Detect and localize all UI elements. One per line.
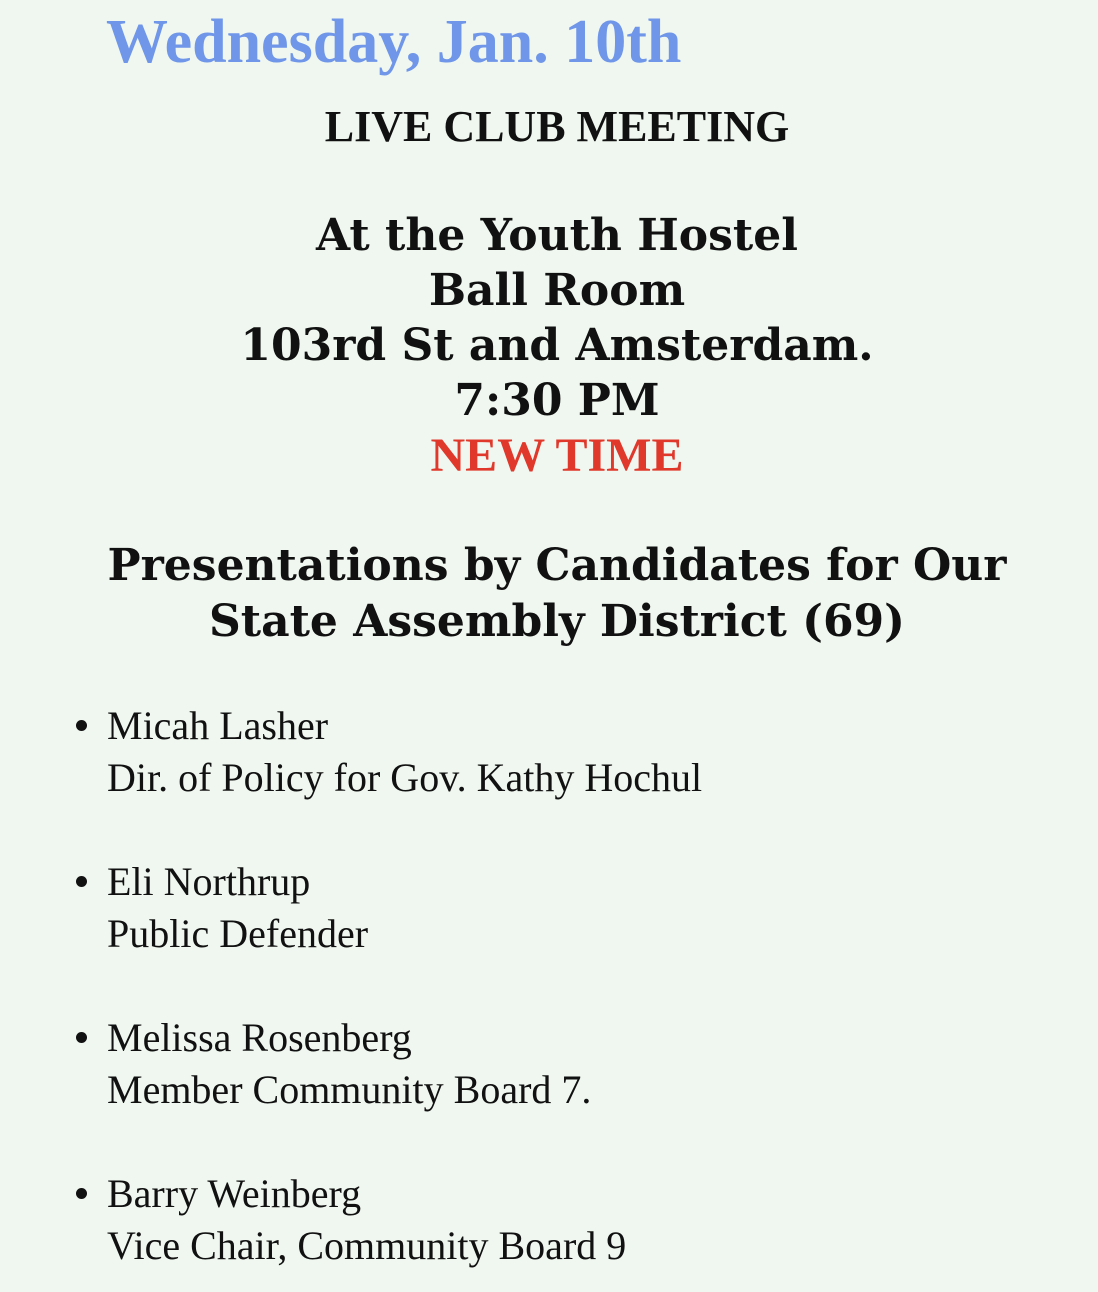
- candidate-title: Member Community Board 7.: [107, 1067, 592, 1112]
- venue-line-address: 103rd St and Amsterdam.: [240, 320, 874, 371]
- presentations-heading-line-1: Presentations by Candidates for Our: [107, 540, 1007, 591]
- venue-block: [0, 208, 1098, 483]
- candidate-list: [0, 700, 702, 1292]
- venue-line-hostel: At the Youth Hostel: [316, 210, 798, 261]
- list-item: [0, 1168, 702, 1272]
- candidate-title: Vice Chair, Community Board 9: [107, 1223, 627, 1268]
- meeting-date-heading: Wednesday, Jan. 10th: [106, 8, 682, 76]
- bullet-icon: [76, 1032, 87, 1043]
- bullet-icon: [76, 1188, 87, 1199]
- list-item: [0, 1012, 702, 1116]
- event-type-heading: LIVE CLUB MEETING: [324, 102, 790, 151]
- candidate-title: Public Defender: [107, 911, 369, 956]
- venue-line-room: Ball Room: [428, 265, 686, 316]
- new-time-notice: NEW TIME: [430, 429, 684, 482]
- candidate-title: Dir. of Policy for Gov. Kathy Hochul: [107, 755, 703, 800]
- list-item: [0, 700, 702, 804]
- candidate-name: Eli Northrup: [107, 859, 311, 904]
- bullet-icon: [76, 876, 87, 887]
- list-item: [0, 856, 702, 960]
- candidate-name: Barry Weinberg: [107, 1171, 362, 1216]
- presentations-heading-line-2: State Assembly District (69): [208, 596, 905, 647]
- candidate-name: Micah Lasher: [107, 703, 329, 748]
- venue-line-time: 7:30 PM: [454, 375, 660, 426]
- presentations-heading: [0, 538, 1098, 650]
- candidate-name: Melissa Rosenberg: [107, 1015, 412, 1060]
- bullet-icon: [76, 720, 87, 731]
